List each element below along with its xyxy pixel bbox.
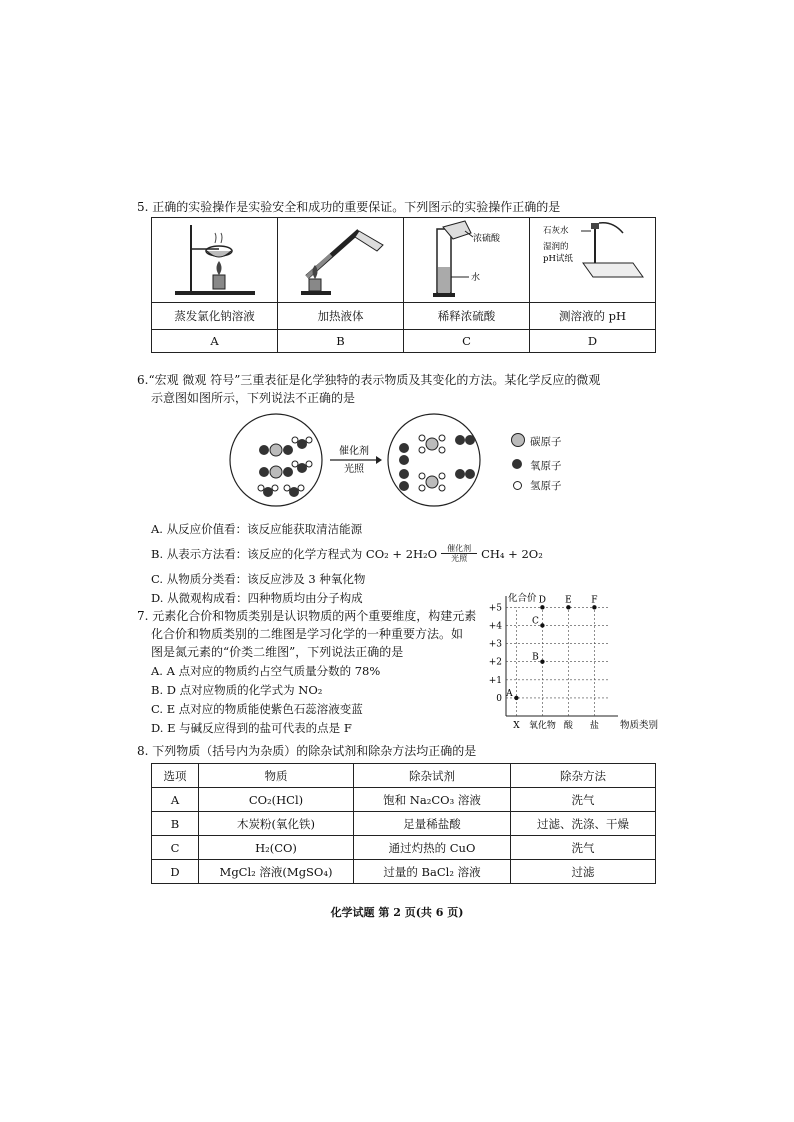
q8-header-method: 除杂方法: [511, 764, 656, 788]
q7-line3: 图是氮元素的“价类二维图”，下列说法正确的是: [151, 645, 404, 659]
q8-row-a-method: 洗气: [511, 788, 656, 812]
q8-row-a-option: A: [152, 788, 199, 812]
table-row: [152, 812, 656, 836]
q8-row-a-reagent: 饱和 Na₂CO₃ 溶液: [354, 788, 511, 812]
ph-paper-label: pH试纸: [542, 253, 573, 264]
q7-option-c: C. E 点对应的物质能使紫色石蕊溶液变蓝: [151, 702, 363, 716]
q8-row-d-reagent: 过量的 BaCl₂ 溶液: [354, 860, 511, 884]
q6-stem-line2: 示意图如图所示，下列说法不正确的是: [151, 391, 356, 405]
q5-stem: 5. 正确的实验操作是实验安全和成功的重要保证。下列图示的实验操作正确的是: [137, 200, 561, 214]
q6-option-b-prefix: B. 从表示方法看：该反应的化学方程式为 CO₂ + 2H₂O: [151, 546, 438, 561]
q8-row-b-reagent: 足量稀盐酸: [354, 812, 511, 836]
q6-stem-line1: 6.“宏观 微观 符号”三重表征是化学独特的表示物质及其变化的方法。某化学反应的微观: [137, 373, 601, 387]
water-label: 水: [470, 272, 480, 283]
valence-class-chart: [480, 592, 660, 738]
q5-name-c: 稀释浓硫酸: [404, 303, 530, 330]
y-tick-label: +1: [488, 675, 502, 686]
data-point-f: [592, 605, 596, 609]
q6-option-b: [151, 544, 543, 563]
q8-row-b-substance: 木炭粉(氧化铁): [199, 812, 354, 836]
reaction-diagram: [226, 410, 516, 510]
q5-name-b: 加热液体: [278, 303, 404, 330]
carbon-atom-icon: [511, 433, 525, 447]
q8-row-d-option: D: [152, 860, 199, 884]
x-tick-label: 氧化物: [528, 721, 556, 731]
q8-header-substance: 物质: [199, 764, 354, 788]
table-row: [152, 788, 656, 812]
q7-line2: 化合价和物质类别的二维图是学习化学的一种重要方法。如: [151, 627, 464, 641]
evaporation-apparatus-icon: [155, 219, 275, 299]
q8-stem: 8. 下列物质（括号内为杂质）的除杂试剂和除杂方法均正确的是: [137, 744, 477, 758]
x-axis-label: 物质类别: [620, 720, 659, 731]
legend-oxygen: 氧原子: [530, 460, 562, 472]
q8-header-option: 选项: [152, 764, 199, 788]
q5-name-d: 测溶液的 pH: [530, 303, 656, 330]
q5-table: [151, 217, 656, 353]
heating-liquid-icon: [281, 219, 401, 299]
y-tick-label: +2: [488, 657, 502, 668]
conc-sulfuric-acid-label: 浓硫酸: [472, 233, 500, 244]
legend-carbon: 碳原子: [530, 436, 562, 448]
q6-option-a: A. 从反应价值看：该反应能获取清洁能源: [151, 522, 363, 536]
data-label-e: E: [565, 595, 572, 606]
q8-row-c-method: 洗气: [511, 836, 656, 860]
q7-line1: 7. 元素化合价和物质类别是认识物质的两个重要维度，构建元素: [137, 609, 477, 623]
y-tick-label: +3: [488, 639, 502, 650]
q6-b-cond-top: 催化剂: [447, 544, 472, 553]
q5-figure-a: [152, 218, 278, 303]
q5-figure-b: [278, 218, 404, 303]
data-label-c: C: [531, 616, 539, 627]
q6-b-cond-bottom: 光照: [451, 554, 468, 563]
x-tick-label: 酸: [563, 721, 573, 731]
q8-header-reagent: 除杂试剂: [354, 764, 511, 788]
dilute-acid-icon: [407, 219, 527, 299]
reaction-arrow: [441, 544, 477, 563]
q7-option-b: B. D 点对应物质的化学式为 NO₂: [151, 683, 323, 697]
q8-table: [151, 763, 656, 884]
q8-row-c-reagent: 通过灼热的 CuO: [354, 836, 511, 860]
oxygen-atom-icon: [512, 459, 522, 469]
x-tick-label: 盐: [589, 721, 599, 731]
q8-row-d-method: 过滤: [511, 860, 656, 884]
legend-hydrogen: 氢原子: [530, 480, 562, 492]
data-label-d: D: [538, 595, 547, 606]
y-tick-label: +5: [488, 603, 502, 614]
q8-row-b-method: 过滤、洗涤、干燥: [511, 812, 656, 836]
x-tick-label: X: [513, 721, 520, 731]
q5-figure-c: [404, 218, 530, 303]
q6-option-d: D. 从微观构成看：四种物质均由分子构成: [151, 591, 363, 605]
data-label-b: B: [532, 652, 539, 663]
q8-row-c-substance: H₂(CO): [199, 836, 354, 860]
data-point-a: [514, 696, 518, 700]
y-tick-label: 0: [496, 693, 502, 704]
data-point-e: [566, 605, 570, 609]
q8-row-b-option: B: [152, 812, 199, 836]
q8-row-c-option: C: [152, 836, 199, 860]
page-footer: 化学试题 第 2 页(共 6 页): [330, 906, 464, 919]
q5-letter-b: B: [278, 330, 404, 353]
arrow-condition-top: 催化剂: [339, 446, 369, 457]
q7-option-a: A. A 点对应的物质约占空气质量分数的 78%: [151, 664, 381, 678]
q5-letter-d: D: [530, 330, 656, 353]
q5-letter-c: C: [404, 330, 530, 353]
arrow-condition-bottom: 光照: [344, 464, 364, 475]
q5-name-a: 蒸发氯化钠溶液: [152, 303, 278, 330]
q5-letter-a: A: [152, 330, 278, 353]
data-point-c: [540, 623, 544, 627]
q8-row-a-substance: CO₂(HCl): [199, 788, 354, 812]
wet-label: 湿润的: [542, 241, 569, 252]
data-label-a: A: [506, 688, 513, 699]
ph-test-icon: [533, 219, 653, 299]
data-label-f: F: [591, 595, 598, 606]
q5-figure-d: [530, 218, 656, 303]
data-point-d: [540, 605, 544, 609]
limewater-label: 石灰水: [542, 225, 569, 236]
table-row: [152, 836, 656, 860]
q6-option-b-suffix: CH₄ + 2O₂: [481, 546, 543, 561]
q7-option-d: D. E 与碱反应得到的盐可代表的点是 F: [151, 721, 352, 735]
data-point-b: [540, 659, 544, 663]
q6-option-c: C. 从物质分类看：该反应涉及 3 种氧化物: [151, 572, 366, 586]
table-row: [152, 860, 656, 884]
y-axis-label: 化合价: [508, 593, 537, 604]
hydrogen-atom-icon: [513, 481, 522, 490]
y-tick-label: +4: [488, 621, 502, 632]
q8-row-d-substance: MgCl₂ 溶液(MgSO₄): [199, 860, 354, 884]
